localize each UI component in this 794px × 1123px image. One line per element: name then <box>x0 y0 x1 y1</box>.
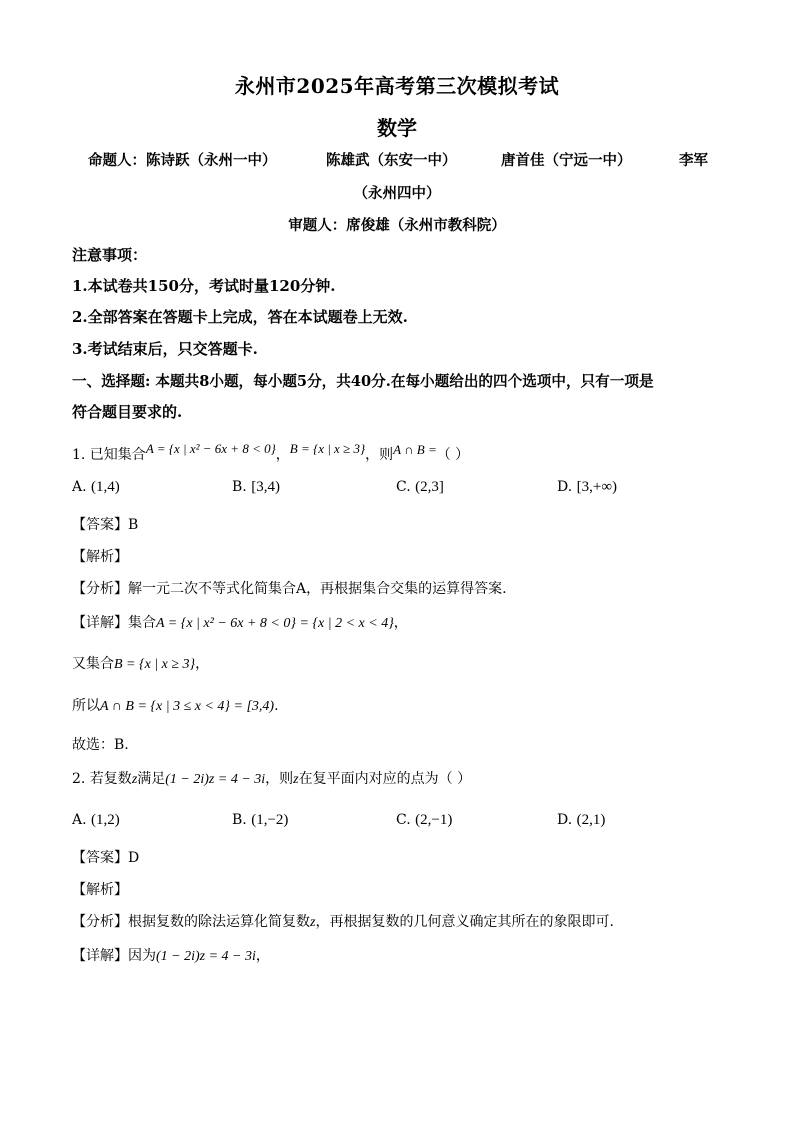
q1-option-c-value: (2,3] <box>415 479 444 495</box>
author-3: 唐首佳（宁远一中） <box>501 152 632 169</box>
q1-detail2-end: ， <box>195 656 210 672</box>
q2-stem <box>72 768 471 788</box>
reviewer: 审题人：席俊雄（永州市教科院） <box>288 217 506 234</box>
q1-option-d <box>557 479 617 496</box>
q1-answer <box>72 514 138 534</box>
exam-subject: 数学 <box>377 116 417 140</box>
q1-conclusion: 故选：B. <box>72 737 129 753</box>
q2-fenxi-text-a: 根据复数的除法运算化简复数 <box>128 914 310 930</box>
q2-detail-math: (1 − 2i)z = 4 − 3i <box>156 949 256 964</box>
q2-detail <box>72 945 270 965</box>
q2-detail-text: 因为 <box>128 948 156 964</box>
q1-detail-1 <box>72 612 408 632</box>
q2-option-c-label: C. <box>396 812 411 828</box>
note-item-2: 2.全部答案在答题卡上完成，答在本试题卷上无效. <box>72 308 408 326</box>
q1-detail-tag: 【详解】 <box>72 615 128 631</box>
q1-detail-2 <box>72 653 209 673</box>
q1-detail1-text: 集合 <box>128 615 156 631</box>
q1-option-b-value: [3,4) <box>251 479 280 495</box>
q1-fenxi-tag: 【分析】 <box>72 581 128 597</box>
notes-heading: 注意事项： <box>72 246 148 264</box>
q1-detail3-math: A ∩ B = {x | 3 ≤ x < 4} = [3,4) <box>100 699 275 714</box>
q1-option-a-value: (1,4) <box>91 479 120 495</box>
q2-option-a <box>72 812 120 829</box>
authors-label: 命题人： <box>88 152 146 169</box>
q1-option-c-label: C. <box>396 479 411 495</box>
q2-detail-tag: 【详解】 <box>72 948 128 964</box>
author-4-school: （永州四中） <box>353 185 441 202</box>
q1-fenxi-text: 解一元二次不等式化简集合A，再根据集合交集的运算得答案. <box>128 581 507 597</box>
q1-setB: B = {x | x ≥ 3} <box>289 441 366 456</box>
q2-z1: z <box>131 772 138 787</box>
author-2: 陈雄武（东安一中） <box>326 152 457 169</box>
q2-satisfy: 满足 <box>137 771 166 787</box>
q1-answer-tag: 【答案】 <box>72 517 128 533</box>
q1-option-d-label: D. <box>557 479 573 495</box>
q2-detail-end: ， <box>255 948 270 964</box>
q2-fenxi-z: z <box>310 915 316 930</box>
q2-option-d-value: (2,1) <box>576 812 606 828</box>
q2-fenxi <box>72 911 614 931</box>
q2-option-b-label: B. <box>232 812 247 828</box>
author-1: 陈诗跃（永州一中） <box>146 152 277 169</box>
q1-detail2-text: 又集合 <box>72 656 114 672</box>
q1-then: ，则 <box>365 447 394 463</box>
q2-option-c-value: (2,−1) <box>415 812 453 828</box>
q1-analysis-tag: 【解析】 <box>72 549 128 565</box>
q1-option-b <box>232 479 280 496</box>
q2-then: ，则 <box>265 771 294 787</box>
q1-option-d-value: [3,+∞) <box>576 479 618 495</box>
q2-equation: (1 − 2i)z = 4 − 3i <box>165 772 266 787</box>
q1-detail2-math: B = {x | x ≥ 3} <box>114 657 196 672</box>
q1-paren: （ ） <box>436 447 470 463</box>
q1-expr: A ∩ B = <box>393 442 437 457</box>
q2-option-b-value: (1,−2) <box>251 812 289 828</box>
q2-option-b <box>232 812 288 829</box>
q2-z2: z <box>293 772 299 787</box>
section1-line1: 一、选择题: 本题共8小题，每小题5分，共40分.在每小题给出的四个选项中，只有一项是 <box>72 373 654 390</box>
q1-answer-value: B <box>128 517 139 533</box>
q1-detail1-end: ， <box>393 615 408 631</box>
q2-option-c <box>396 812 452 829</box>
q1-detail3-text: 所以 <box>72 698 100 714</box>
q2-fenxi-text-b: ，再根据复数的几何意义确定其所在的象限即可. <box>315 914 614 930</box>
q1-setA: A = {x | x² − 6x + 8 < 0} <box>145 441 276 456</box>
q1-option-b-label: B. <box>232 479 247 495</box>
q1-detail-3 <box>72 695 279 715</box>
q1-prefix: 1. 已知集合 <box>72 447 146 463</box>
q2-answer-tag: 【答案】 <box>72 850 128 866</box>
authors-label-and-author1 <box>88 149 277 170</box>
q2-prefix: 2. 若复数 <box>72 771 132 787</box>
q2-answer <box>72 847 139 867</box>
q1-option-a-label: A. <box>72 479 87 495</box>
author-4-name: 李军 <box>679 152 708 169</box>
q2-option-d-label: D. <box>557 812 573 828</box>
section1-line2: 符合题目要求的. <box>72 403 183 421</box>
q1-option-a <box>72 479 120 496</box>
q1-comma: ， <box>275 447 290 463</box>
q1-fenxi <box>72 578 507 598</box>
note-item-1: 1.本试卷共150分，考试时量120分钟. <box>72 277 336 295</box>
q2-option-a-label: A. <box>72 812 87 828</box>
q1-detail1-math: A = {x | x² − 6x + 8 < 0} = {x | 2 < x < 4} <box>156 616 394 631</box>
q1-option-c <box>396 479 444 496</box>
q2-analysis-tag: 【解析】 <box>72 882 128 898</box>
q1-detail3-end: . <box>274 698 279 714</box>
exam-title: 永州市2025年高考第三次模拟考试 <box>234 74 560 98</box>
q2-fenxi-tag: 【分析】 <box>72 914 128 930</box>
q2-rest: 在复平面内对应的点为（ ） <box>298 771 472 787</box>
q2-answer-value: D <box>128 850 140 866</box>
note-item-3: 3.考试结束后，只交答题卡. <box>72 340 258 358</box>
q1-stem <box>72 441 470 464</box>
q2-option-a-value: (1,2) <box>91 812 120 828</box>
q2-option-d <box>557 812 605 829</box>
